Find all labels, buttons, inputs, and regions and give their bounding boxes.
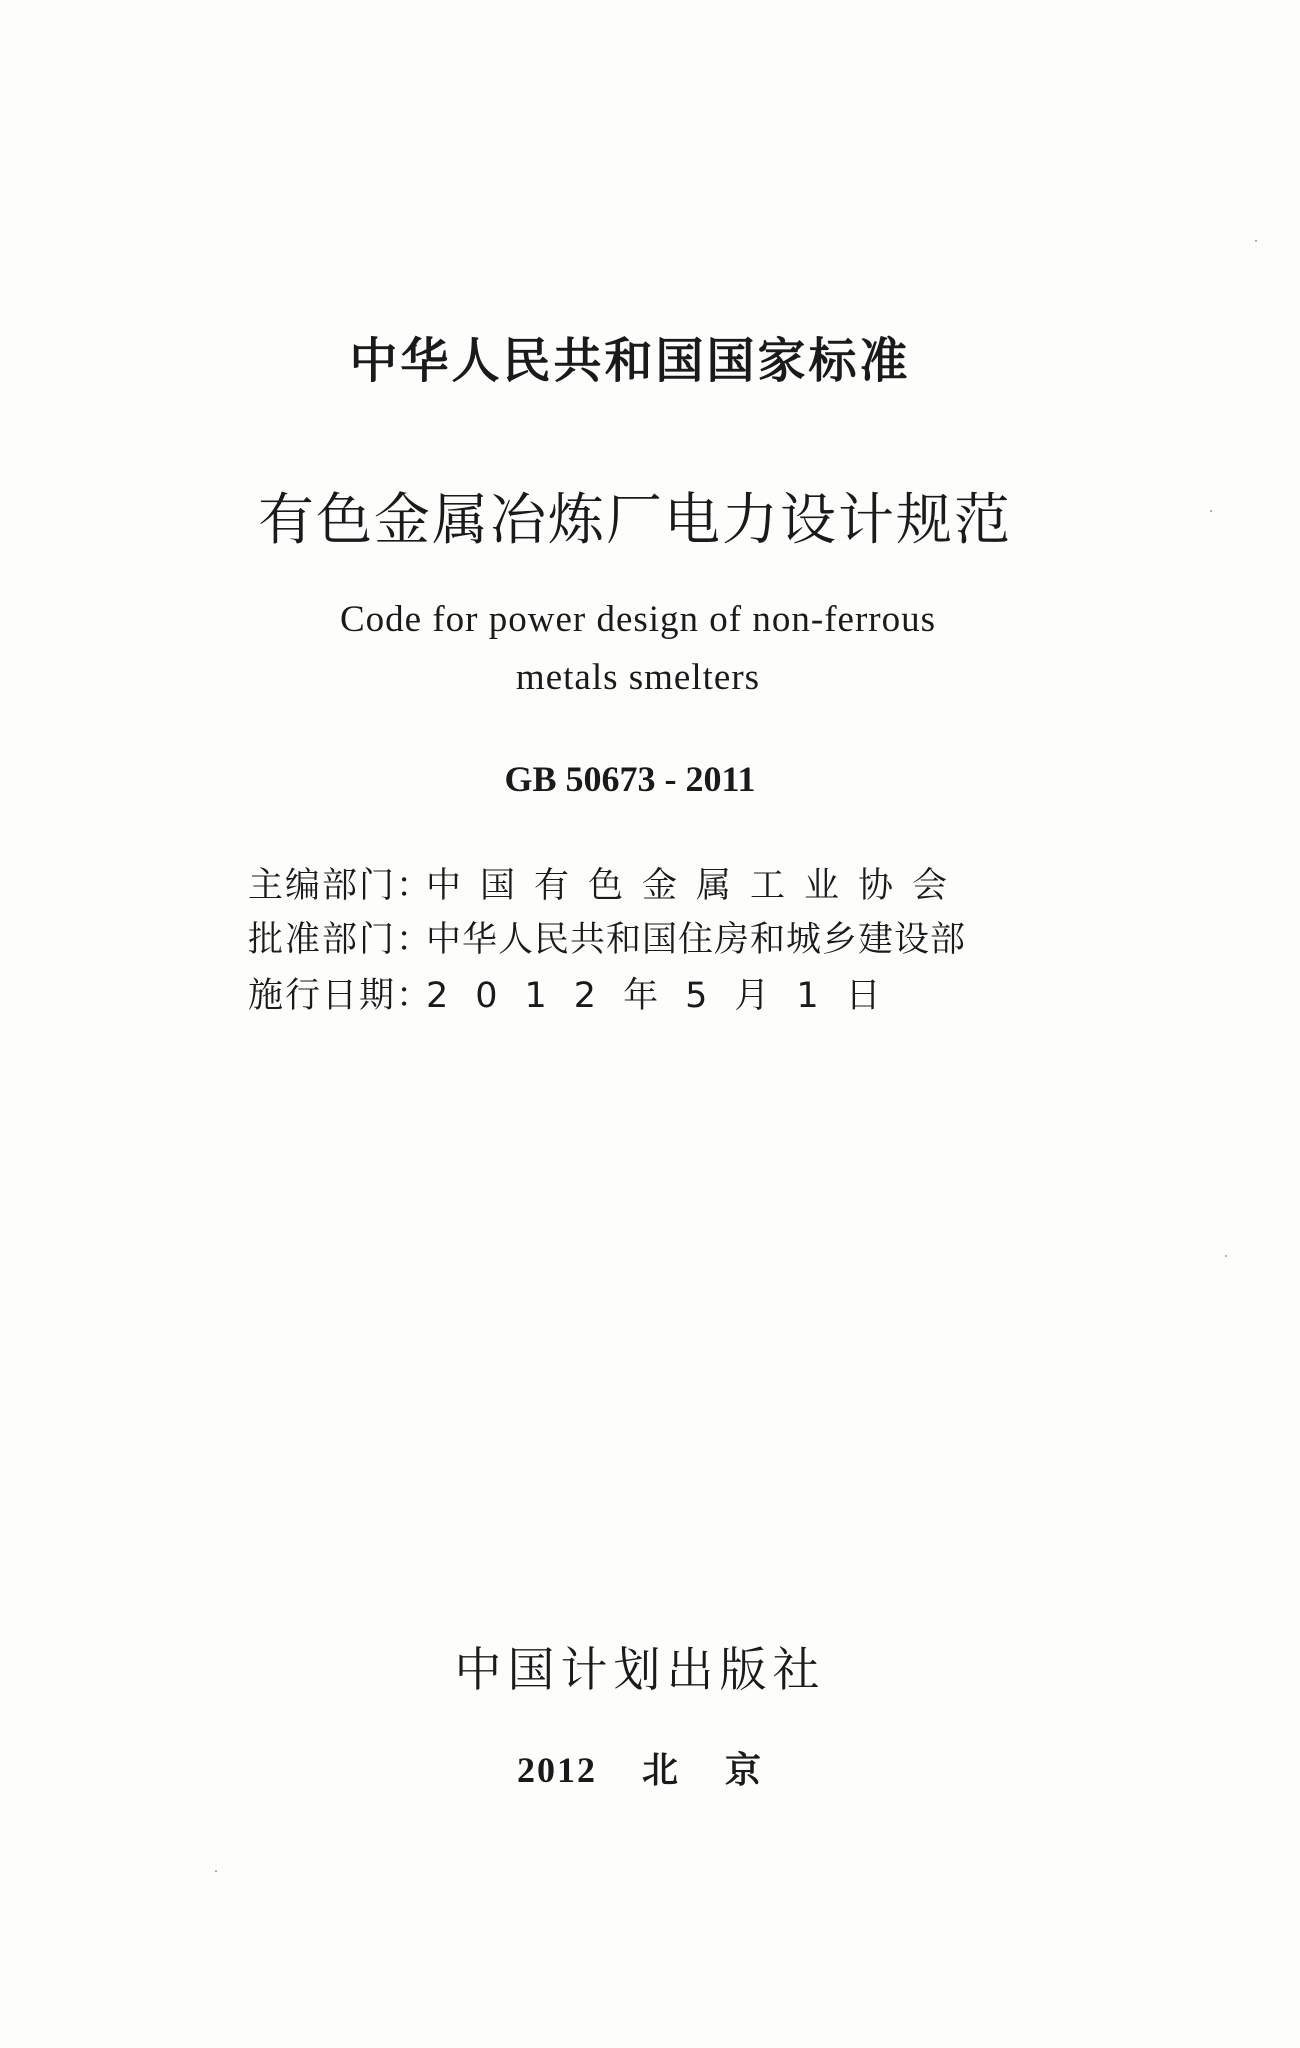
approver-row <box>248 912 1018 962</box>
document-title-chinese: 有色金属冶炼厂电力设计规范 <box>258 488 1012 553</box>
approver-value: 中华人民共和国住房和城乡建设部 <box>426 920 967 960</box>
approver-label: 批准部门： <box>248 920 434 960</box>
chief-editor-value: 中国有色金属工业协会 <box>426 866 967 906</box>
standard-code: GB 50673 - 2011 <box>504 759 756 799</box>
chief-editor-label: 主编部门： <box>248 866 434 906</box>
chief-editor-row <box>248 858 1018 908</box>
document-title-english-line2: metals smelters <box>515 657 761 698</box>
effective-date-label: 施行日期： <box>248 976 434 1016</box>
scan-speck <box>1210 510 1212 512</box>
publication-year-place: 2012 北 京 <box>516 1750 763 1790</box>
scan-speck <box>1225 1255 1227 1257</box>
effective-date-row <box>248 968 1018 1018</box>
effective-date-value: 2012年5月1日 <box>426 976 908 1016</box>
document-title-english-line1: Code for power design of non-ferrous <box>340 599 936 640</box>
national-standard-heading: 中华人民共和国国家标准 <box>349 333 911 389</box>
publisher-name: 中国计划出版社 <box>454 1643 826 1698</box>
scan-speck <box>1255 240 1257 242</box>
scan-speck <box>215 1870 217 1872</box>
